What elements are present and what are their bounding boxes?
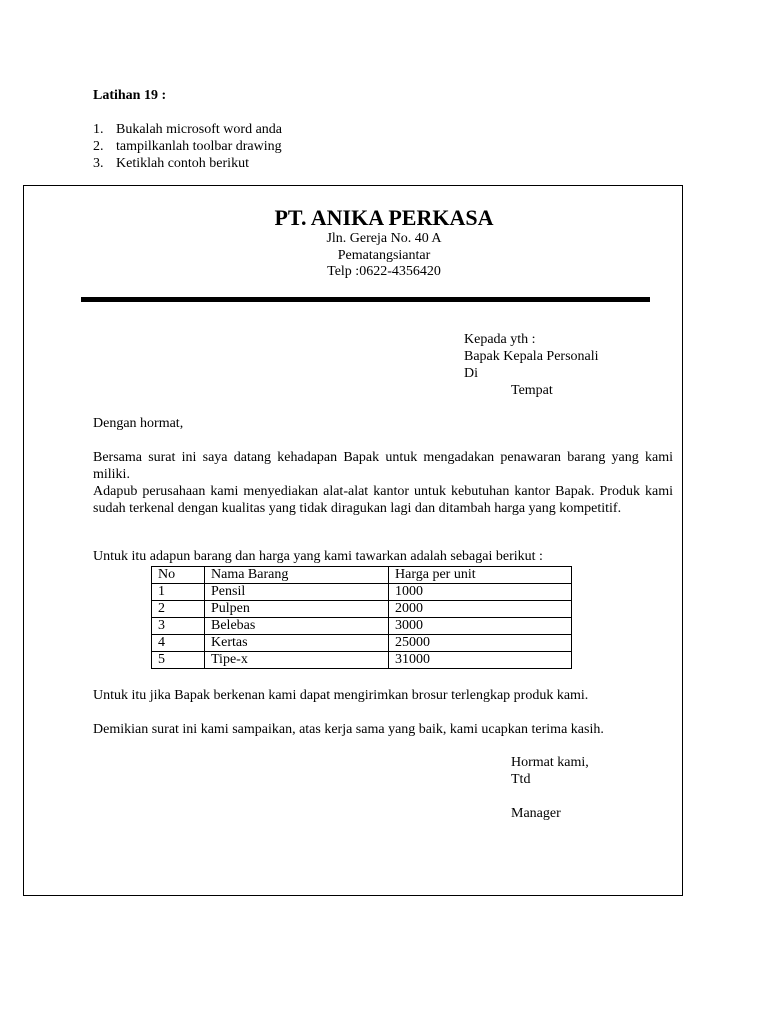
product-table [151, 566, 572, 669]
cell-price: 31000 [389, 652, 572, 669]
exercise-steps [93, 121, 282, 172]
body-paragraph-1: Bersama surat ini saya datang kehadapan Bapak untuk mengadakan penawaran barang yang kami miliki. [93, 450, 673, 482]
cell-no: 5 [152, 652, 205, 669]
list-item [93, 121, 282, 138]
cell-price: 1000 [389, 584, 572, 601]
cell-no: 2 [152, 601, 205, 618]
exercise-title: Latihan 19 : [93, 88, 167, 103]
letterhead-divider [81, 297, 650, 302]
recipient-place: Tempat [511, 383, 553, 398]
table-header-row [152, 567, 572, 584]
header-no: No [152, 567, 205, 584]
cell-item: Tipe-x [205, 652, 389, 669]
signature-ttd: Ttd [511, 772, 531, 787]
cell-price: 2000 [389, 601, 572, 618]
cell-price: 3000 [389, 618, 572, 635]
signature-title: Manager [511, 806, 561, 821]
cell-item: Pensil [205, 584, 389, 601]
letter-frame [23, 185, 683, 896]
step-number: 2. [93, 139, 104, 154]
list-item [93, 138, 282, 155]
table-row [152, 635, 572, 652]
table-row [152, 652, 572, 669]
company-city: Pematangsiantar [337, 248, 431, 263]
salutation: Dengan hormat, [93, 416, 184, 431]
table-row [152, 618, 572, 635]
company-phone: Telp :0622-4356420 [327, 264, 441, 279]
cell-no: 3 [152, 618, 205, 635]
recipient-di: Di [464, 366, 478, 381]
cell-item: Pulpen [205, 601, 389, 618]
cell-no: 1 [152, 584, 205, 601]
closing-paragraph-2: Demikian surat ini kami sampaikan, atas kerja sama yang baik, kami ucapkan terima kasih. [93, 722, 604, 737]
list-item [93, 155, 282, 172]
cell-item: Belebas [205, 618, 389, 635]
cell-no: 4 [152, 635, 205, 652]
signature-regards: Hormat kami, [511, 755, 589, 770]
step-text: Bukalah microsoft word anda [116, 122, 283, 137]
recipient-greeting: Kepada yth : [464, 332, 536, 347]
cell-price: 25000 [389, 635, 572, 652]
cell-item: Kertas [205, 635, 389, 652]
step-number: 1. [93, 122, 104, 137]
company-street: Jln. Gereja No. 40 A [326, 231, 442, 246]
company-name: PT. ANIKA PERKASA [274, 205, 494, 230]
step-number: 3. [93, 156, 104, 171]
header-price: Harga per unit [389, 567, 572, 584]
recipient-name: Bapak Kepala Personali [464, 349, 599, 364]
step-text: Ketiklah contoh berikut [116, 156, 249, 171]
body-paragraph-2: Adapub perusahaan kami menyediakan alat-alat kantor untuk kebutuhan kantor Bapak. Produk kami sudah terkenal dengan kualitas yang tidak diragukan lagi dan ditambah harga yang kompetitif. [93, 484, 673, 516]
table-row [152, 584, 572, 601]
closing-paragraph-1: Untuk itu jika Bapak berkenan kami dapat mengirimkan brosur terlengkap produk kami. [93, 688, 589, 703]
table-row [152, 601, 572, 618]
table-intro: Untuk itu adapun barang dan harga yang kami tawarkan adalah sebagai berikut : [93, 549, 543, 564]
step-text: tampilkanlah toolbar drawing [116, 139, 282, 154]
header-item-name: Nama Barang [205, 567, 389, 584]
